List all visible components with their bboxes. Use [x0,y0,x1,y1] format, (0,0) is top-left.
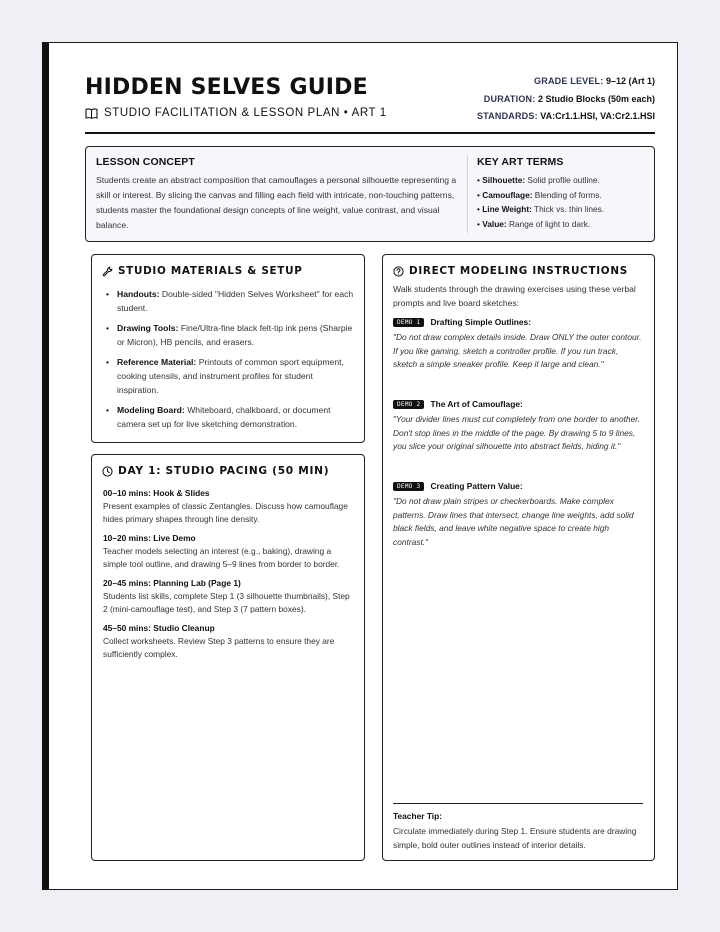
pacing-item-title: 45–50 mins: Studio Cleanup [103,623,215,633]
subtitle-text: STUDIO FACILITATION & LESSON PLAN • ART 1 [104,107,387,119]
demo-title: The Art of Camouflage: [430,399,523,409]
standards: STANDARDS: VA:Cr1.1.HSI, VA:Cr2.1.HSI [476,111,655,121]
pacing-item-text: Teacher models selecting an interest (e.g., baking), drawing a simple tool outline, and drawing 5–9 lines from border to border. [103,546,340,569]
demo-prompt: "Do not draw complex details inside. Draw ONLY the outer contour. If you like gaming, sketch a controller profile. If you run track, sketch a simple sneaker profile. Keep it large and clean." [393,332,642,370]
demo-prompt: "Your divider lines must cut completely from one border to another. Don't stop lines in the middle of the page. By drawing 5 to 9 lines, you slice your original silhouette into abstract fields, hiding it." [393,414,641,452]
demo-header [393,317,643,327]
page-title: HIDDEN SELVES GUIDE [85,75,368,100]
pacing-item [103,577,355,616]
pacing-item [103,622,355,661]
book-icon [85,108,98,119]
page-subtitle [85,107,387,119]
modeling-heading: DIRECT MODELING INSTRUCTIONS [393,265,628,277]
tip-divider [393,803,643,804]
grade-level: GRADE LEVEL: 9–12 (Art 1) [534,76,655,86]
pacing-item-title: 00–10 mins: Hook & Slides [103,488,210,498]
materials-list [104,287,354,437]
pacing-item-text: Collect worksheets. Review Step 3 patterns to ensure they are sufficiently complex. [103,636,335,659]
demo-tag: DEMO 1 [393,318,424,327]
list-item: • Handouts: Double-sided "Hidden Selves Worksheet" for each student. [104,287,354,316]
clock-icon [102,466,113,477]
tip-text: Circulate immediately during Step 1. Ensure students are drawing simple, bold outer outlines instead of interior details. [393,826,637,850]
lesson-meta [477,73,655,126]
demo-header [393,481,643,491]
pacing-item-text: Present examples of classic Zentangles. Discuss how camouflage hides primary shapes through line density. [103,501,348,524]
header-divider [85,132,655,134]
demo-block [393,399,643,454]
teacher-tip [393,811,643,852]
pacing-heading: DAY 1: STUDIO PACING (50 MIN) [102,465,329,477]
list-item: • Modeling Board: Whiteboard, chalkboard, or document camera set up for live sketching demonstration. [104,403,354,432]
duration: DURATION: 2 Studio Blocks (50m each) [483,93,655,104]
term-item: • Silhouette: Solid profile outline. [477,173,647,188]
demo-tag: DEMO 3 [393,482,424,491]
list-item: • Drawing Tools: Fine/Ultra-fine black felt-tip ink pens (Sharpie or Micron), HB pencils, and erasers. [104,321,354,350]
demo-title: Creating Pattern Value: [430,481,523,491]
term-item: • Line Weight: Thick vs. thin lines. [477,202,647,217]
help-circle-icon [393,266,404,277]
pacing-item-title: 10–20 mins: Live Demo [103,533,196,543]
modeling-intro: Walk students through the drawing exercises using these verbal prompts and live board sketches: [393,284,636,308]
demo-tag: DEMO 2 [393,400,424,409]
wrench-icon [102,266,113,277]
term-item: • Camouflage: Blending of forms. [477,188,647,203]
demo-title: Drafting Simple Outlines: [430,317,531,327]
terms-list [477,173,647,231]
list-item: • Reference Material: Printouts of common sport equipment, cooking utensils, and instrument profiles for student inspiration. [104,355,354,398]
pacing-item-title: 20–45 mins: Planning Lab (Page 1) [103,578,241,588]
key-terms-section [477,156,647,231]
demo-prompt: "Do not draw plain stripes or checkerboards. Make complex patterns. Draw lines that intersect, change line weights, add solid black fields, and leave white negative space to create high contrast." [393,496,634,547]
materials-panel [91,254,365,443]
pacing-item [103,532,355,571]
pacing-item-text: Students list skills, complete Step 1 (3 silhouette thumbnails), Step 2 (mini-camouflage test), and Step 3 (7 pattern boxes). [103,591,350,614]
tip-title: Teacher Tip: [393,811,443,821]
demo-block [393,481,643,549]
concept-body: Students create an abstract composition that camouflages a personal silhouette representing a skill or interest. By slicing the canvas and filling each field with intricate, non-touching patterns, students master the foundational design concepts of line weight, value contrast, and visual balance. [96,175,457,230]
concept-section [96,156,464,233]
pacing-item [103,487,355,526]
terms-heading: KEY ART TERMS [477,156,564,168]
lesson-concept-panel [85,146,655,242]
term-item: • Value: Range of light to dark. [477,217,647,232]
materials-heading: STUDIO MATERIALS & SETUP [102,265,303,277]
concept-heading: LESSON CONCEPT [96,156,195,168]
modeling-panel [382,254,655,861]
lesson-plan-sheet [42,42,678,890]
concept-divider [467,155,468,233]
pacing-panel [91,454,365,861]
pacing-list [103,487,355,667]
demo-block [393,317,643,372]
demo-header [393,399,643,409]
